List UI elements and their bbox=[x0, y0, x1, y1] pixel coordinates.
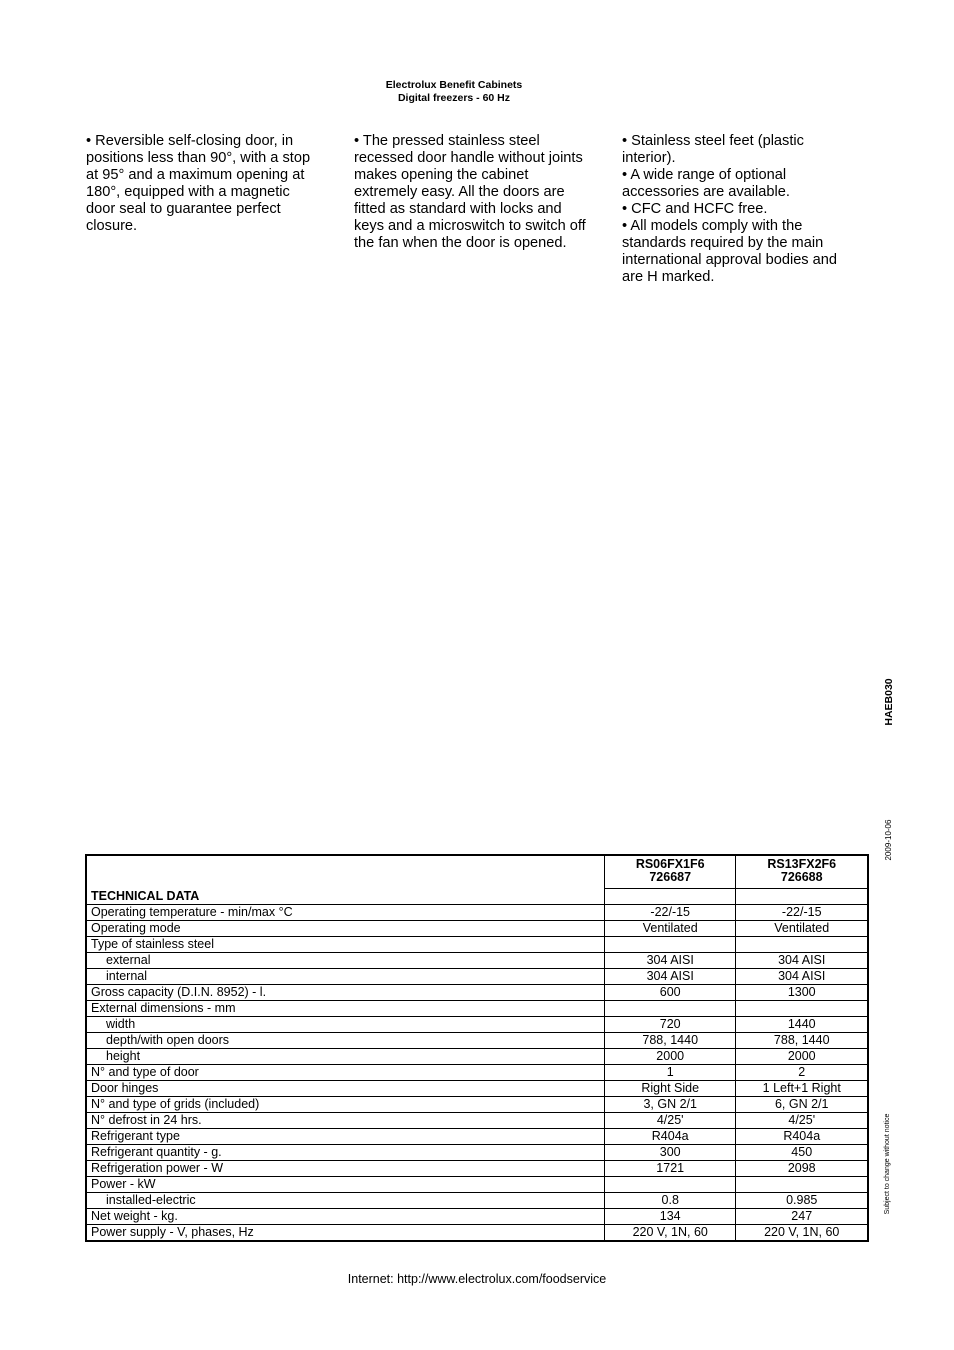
row-value: 2 bbox=[736, 1065, 868, 1081]
feature-column-1 bbox=[86, 133, 322, 235]
row-value: 450 bbox=[736, 1145, 868, 1161]
model-name: RS13FX2F6 bbox=[767, 857, 837, 871]
header-spacer-cell bbox=[604, 889, 736, 905]
technical-data-table bbox=[85, 854, 869, 1242]
table-row bbox=[86, 1209, 868, 1225]
row-value: R404a bbox=[736, 1129, 868, 1145]
table-row bbox=[86, 1001, 868, 1017]
table-row bbox=[86, 1097, 868, 1113]
row-value: 134 bbox=[604, 1209, 736, 1225]
row-label: internal bbox=[86, 969, 604, 985]
row-value: 788, 1440 bbox=[736, 1033, 868, 1049]
row-label: Refrigeration power - W bbox=[86, 1161, 604, 1177]
feature-text: • CFC and HCFC free. bbox=[622, 201, 768, 217]
document-date: 2009-10-06 bbox=[884, 819, 893, 861]
table-row bbox=[86, 1081, 868, 1097]
row-value: 1 bbox=[604, 1065, 736, 1081]
row-value: 0.985 bbox=[736, 1193, 868, 1209]
row-value: 2000 bbox=[736, 1049, 868, 1065]
table-row bbox=[86, 1033, 868, 1049]
row-value: 4/25' bbox=[736, 1113, 868, 1129]
table-row bbox=[86, 1017, 868, 1033]
feature-column-3 bbox=[622, 133, 858, 286]
feature-text: • A wide range of optional accessories are available. bbox=[622, 167, 790, 200]
row-label: height bbox=[86, 1049, 604, 1065]
row-label: Net weight - kg. bbox=[86, 1209, 604, 1225]
model-header-2 bbox=[736, 855, 868, 889]
row-label: Power - kW bbox=[86, 1177, 604, 1193]
row-value bbox=[604, 1001, 736, 1017]
table-row bbox=[86, 937, 868, 953]
row-value bbox=[604, 937, 736, 953]
header-title: Electrolux Benefit Cabinets bbox=[385, 79, 523, 91]
row-label: Gross capacity (D.I.N. 8952) - l. bbox=[86, 985, 604, 1001]
row-value: 4/25' bbox=[604, 1113, 736, 1129]
row-value: 1721 bbox=[604, 1161, 736, 1177]
model-code: 726687 bbox=[649, 870, 692, 884]
row-value: 304 AISI bbox=[736, 969, 868, 985]
row-label: external bbox=[86, 953, 604, 969]
table-row bbox=[86, 1225, 868, 1242]
row-value bbox=[736, 937, 868, 953]
table-row bbox=[86, 1049, 868, 1065]
row-label: installed-electric bbox=[86, 1193, 604, 1209]
row-value: 1 Left+1 Right bbox=[736, 1081, 868, 1097]
table-row bbox=[86, 1129, 868, 1145]
row-value: 788, 1440 bbox=[604, 1033, 736, 1049]
row-label: Type of stainless steel bbox=[86, 937, 604, 953]
footer-url: Internet: http://www.electrolux.com/foodservice bbox=[347, 1272, 607, 1286]
row-label: depth/with open doors bbox=[86, 1033, 604, 1049]
row-value bbox=[736, 1177, 868, 1193]
table-row bbox=[86, 905, 868, 921]
model-header-1 bbox=[604, 855, 736, 889]
row-value: R404a bbox=[604, 1129, 736, 1145]
row-label: Operating mode bbox=[86, 921, 604, 937]
table-row bbox=[86, 953, 868, 969]
header-spacer-cell bbox=[736, 889, 868, 905]
table-row bbox=[86, 1161, 868, 1177]
row-value: 1440 bbox=[736, 1017, 868, 1033]
row-value: 0.8 bbox=[604, 1193, 736, 1209]
table-header-row bbox=[86, 855, 868, 889]
table-row bbox=[86, 921, 868, 937]
row-value: 300 bbox=[604, 1145, 736, 1161]
row-value: 304 AISI bbox=[604, 953, 736, 969]
row-label: Door hinges bbox=[86, 1081, 604, 1097]
row-value: 220 V, 1N, 60 bbox=[736, 1225, 868, 1242]
model-code: 726688 bbox=[780, 870, 823, 884]
row-value: Ventilated bbox=[604, 921, 736, 937]
row-label: N° and type of grids (included) bbox=[86, 1097, 604, 1113]
row-value: 600 bbox=[604, 985, 736, 1001]
row-value: -22/-15 bbox=[736, 905, 868, 921]
technical-data-heading: TECHNICAL DATA bbox=[86, 855, 604, 905]
row-label: width bbox=[86, 1017, 604, 1033]
row-value: 304 AISI bbox=[604, 969, 736, 985]
change-notice: Subject to change without notice bbox=[884, 1113, 891, 1215]
table-row bbox=[86, 1065, 868, 1081]
row-value: Ventilated bbox=[736, 921, 868, 937]
row-label: Operating temperature - min/max °C bbox=[86, 905, 604, 921]
row-value bbox=[604, 1177, 736, 1193]
row-value: 3, GN 2/1 bbox=[604, 1097, 736, 1113]
feature-text: • Reversible self-closing door, in positions less than 90°, with a stop at 95° and a maximum opening at 180°, equipped with a magnetic door seal to guarantee perfect closure. bbox=[86, 133, 311, 234]
row-label: N° defrost in 24 hrs. bbox=[86, 1113, 604, 1129]
row-value: Right Side bbox=[604, 1081, 736, 1097]
feature-text: • All models comply with the standards required by the main international approval bodies and are H marked. bbox=[622, 218, 838, 285]
model-name: RS06FX1F6 bbox=[635, 857, 705, 871]
row-value: 1300 bbox=[736, 985, 868, 1001]
row-value: 2000 bbox=[604, 1049, 736, 1065]
row-label: Refrigerant quantity - g. bbox=[86, 1145, 604, 1161]
table-row bbox=[86, 1113, 868, 1129]
table-row bbox=[86, 1193, 868, 1209]
document-code: HAEB030 bbox=[883, 678, 895, 726]
row-value: -22/-15 bbox=[604, 905, 736, 921]
row-label: External dimensions - mm bbox=[86, 1001, 604, 1017]
table-row bbox=[86, 985, 868, 1001]
table-row bbox=[86, 1177, 868, 1193]
table-row bbox=[86, 1145, 868, 1161]
feature-text: • Stainless steel feet (plastic interior). bbox=[622, 133, 804, 166]
table-row bbox=[86, 969, 868, 985]
row-value: 2098 bbox=[736, 1161, 868, 1177]
feature-column-2 bbox=[354, 133, 590, 252]
row-value: 6, GN 2/1 bbox=[736, 1097, 868, 1113]
row-value: 247 bbox=[736, 1209, 868, 1225]
header-subtitle: Digital freezers - 60 Hz bbox=[397, 92, 511, 104]
row-label: Power supply - V, phases, Hz bbox=[86, 1225, 604, 1242]
row-label: Refrigerant type bbox=[86, 1129, 604, 1145]
table-body bbox=[86, 905, 868, 1242]
row-value: 304 AISI bbox=[736, 953, 868, 969]
row-label: N° and type of door bbox=[86, 1065, 604, 1081]
row-value bbox=[736, 1001, 868, 1017]
feature-text: • The pressed stainless steel recessed door handle without joints makes opening the cabinet extremely easy. All the doors are fitted as standard with locks and keys and a microswitch to switch off the fan when the door is opened. bbox=[354, 133, 586, 251]
page-header bbox=[0, 79, 908, 105]
row-value: 220 V, 1N, 60 bbox=[604, 1225, 736, 1242]
row-value: 720 bbox=[604, 1017, 736, 1033]
